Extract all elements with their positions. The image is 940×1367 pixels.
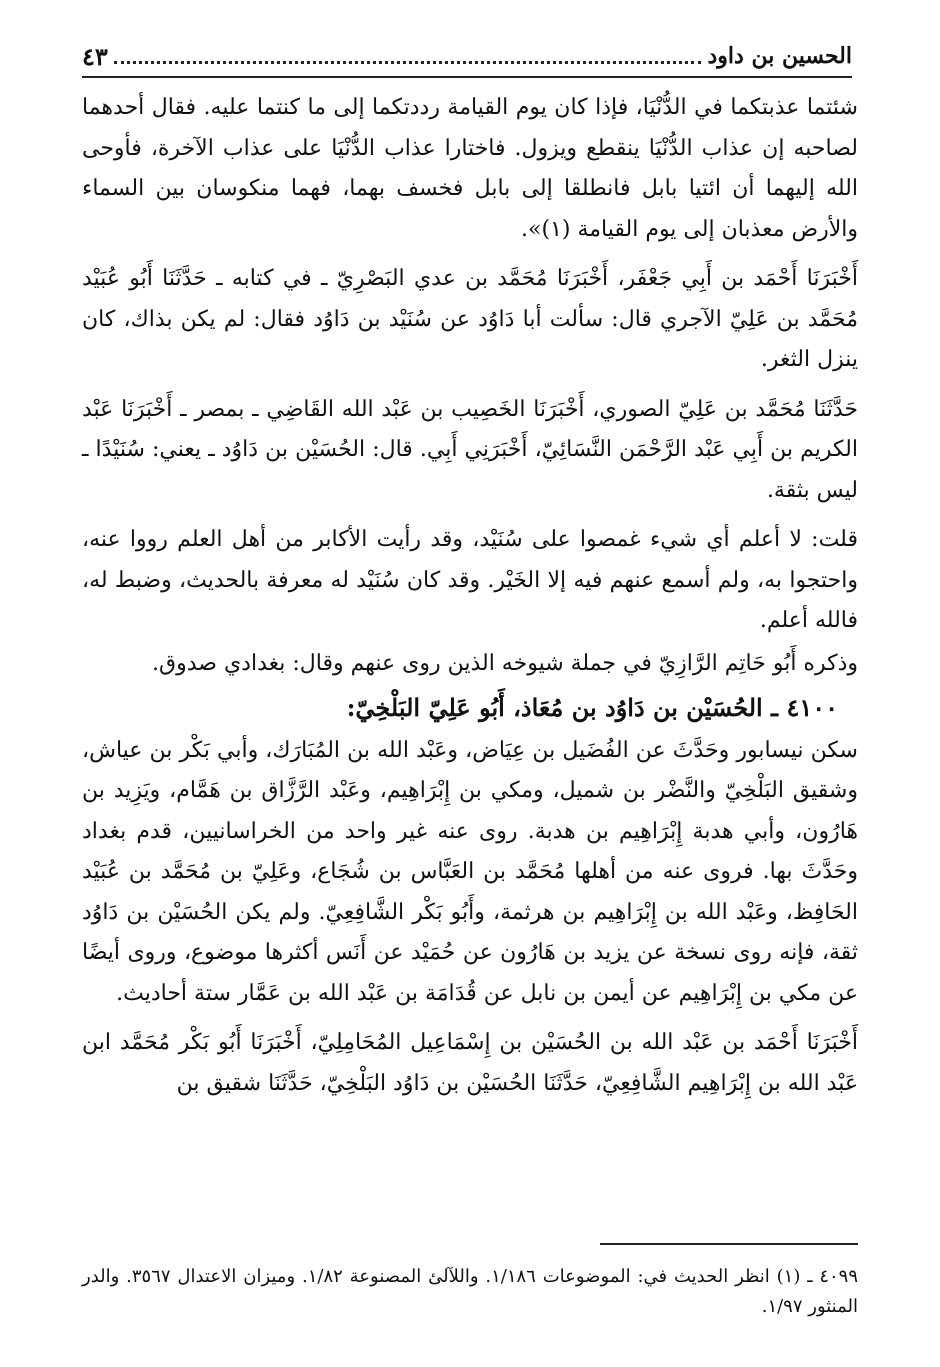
paragraph-continuation: شئتما عذبتكما في الدُّنْيَا، فإذا كان يوم القيامة رددتكما إلى ما كنتما عليه. فقال أحدهما لصاحبه إن عذاب الدُّنْيَا ينقطع ويزول. فاختارا عذاب الدُّنْيَا على عذاب الآخرة، فأوحى الله إليهما أن ائتيا بابل فانطلقا إلى بابل فخسف بهما، فهما منكوسان بين السماء والأرض معذبان إلى يوم القيامة (١)».	[82, 95, 858, 242]
page-number: ٤٣	[82, 41, 108, 71]
paragraph-comment: قلت: لا أعلم أي شيء غمصوا على سُنَيْد، وقد رأيت الأكابر من أهل العلم رووا عنه، واحتجوا به، ولم أسمع عنهم فيه إلا الخَيْر. وقد كان سُنَيْد له معرفة بالحديث، وضبط له، فالله أعلم.	[82, 527, 858, 633]
running-title: الحسين بن داود	[707, 43, 852, 69]
footnote: ٤٠٩٩ ـ (١) انظر الحديث في: الموضوعات ١/١٨٦. واللآلئ المصنوعة ١/٨٢. وميزان الاعتدال ٣٥٦٧. والدر المنثور ١/٩٧.	[82, 1266, 858, 1317]
paragraph-biography: سكن نيسابور وحَدَّثَ عن الفُضَيل بن عِيَاض، وعَبْد الله بن المُبَارَك، وأبي بَكْر بن عياش، وشقيق البَلْخِيّ والنَّضْر بن شميل، ومكي بن إِبْرَاهِيم، وعَبْد الرَّزَّاق بن هَمَّام، ويَزِيد بن هَارُون، وأبي هدبة إِبْرَاهِيم بن هدبة. روى عنه غير واحد من الخراسانيين، قدم بغداد وحَدَّثَ بها. فروى عنه من أهلها مُحَمَّد بن العَبَّاس بن شُجَاع، وعَلِيّ بن مُحَمَّد بن عُبَيْد الحَافِظ، وعَبْد الله بن إِبْرَاهِيم بن هرثمة، وأَبُو بَكْر الشَّافِعِيّ. ولم يكن الحُسَيْن بن دَاوُد ثقة، فإنه روى نسخة عن يزيد بن هَارُون عن حُمَيْد عن أَنَس أكثرها موضوع، وروى أيضًا عن مكي بن إِبْرَاهِيم عن أيمن بن نابل عن قُدَامَة بن عَبْد الله بن عَمَّار ستة أحاديث.	[82, 737, 858, 1006]
leader-dots	[114, 61, 702, 64]
page-header	[82, 36, 852, 78]
page-body	[82, 88, 858, 1104]
paragraph-abu-hatim: وذكره أَبُو حَاتِم الرَّازِيّ في جملة شيوخه الذين روى عنهم وقال: بغدادي صدوق.	[152, 650, 858, 676]
paragraph-isnad-1: أَخْبَرَنَا أَحْمَد بن أَبِي جَعْفَر، أَخْبَرَنَا مُحَمَّد بن عدي البَصْرِيّ ـ في كتابه ـ حَدَّثَنَا أَبُو عُبَيْد مُحَمَّد بن عَلِيّ الآجري قال: سألت أبا دَاوُد عن سُنَيْد بن دَاوُد فقال: لم يكن بذاك، كان ينزل الثغر.	[82, 266, 858, 372]
entry-heading: ٤١٠٠ ـ الحُسَيْن بن دَاوُد بن مُعَاذ، أَبُو عَلِيّ البَلْخِيّ:	[346, 693, 838, 722]
paragraph-isnad-3: أَخْبَرَنَا أَحْمَد بن عَبْد الله بن الحُسَيْن بن إِسْمَاعِيل المُحَامِلِيّ، أَخْبَرَنَا أَبُو بَكْر مُحَمَّد ابن عَبْد الله بن إِبْرَاهِيم الشَّافِعِيّ، حَدَّثَنَا الحُسَيْن بن دَاوُد البَلْخِيّ، حَدَّثَنَا شقيق بن	[82, 1030, 858, 1096]
paragraph-isnad-2: حَدَّثَنَا مُحَمَّد بن عَلِيّ الصوري، أَخْبَرَنَا الخَصِيب بن عَبْد الله القَاضِي ـ بمصر ـ أَخْبَرَنَا عَبْد الكريم بن أَبِي عَبْد الرَّحْمَن النَّسَائِيّ، أَخْبَرَنِي أَبِي. قال: الحُسَيْن بن دَاوُد ـ يعني: سُنَيْدًا ـ ليس بثقة.	[82, 396, 858, 503]
footnote-separator	[600, 1243, 858, 1245]
